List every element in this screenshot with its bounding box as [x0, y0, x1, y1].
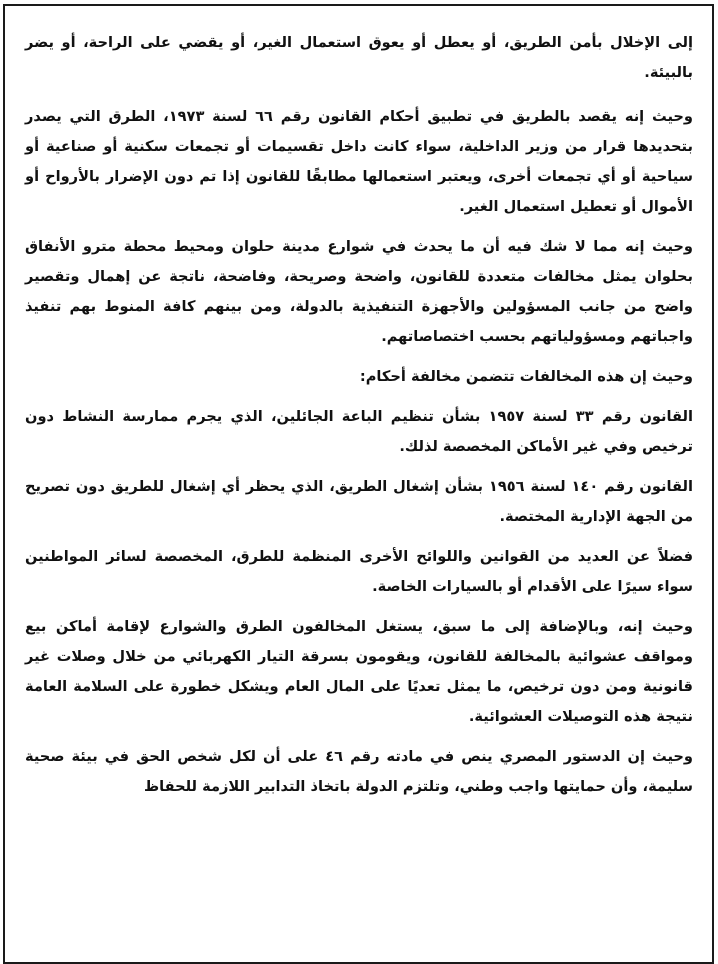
paragraph-law-140-1956: القانون رقم ١٤٠ لسنة ١٩٥٦ بشأن إشغال الطريق، الذي يحظر أي إشغال للطريق دون تصريح من الجهة الإدارية المختصة. [25, 478, 693, 525]
paragraph-violations-intro: وحيث إن هذه المخالفات تتضمن مخالفة أحكام: [359, 368, 693, 385]
paragraph-electricity-theft: وحيث إنه، وبالإضافة إلى ما سبق، يستغل المخالفون الطرق والشوارع لإقامة أماكن بيع ومواقف عشوائية بالمخالفة للقانون، ويقومون بسرقة التيار الكهربائي من خلال وصلات غير قانونية ومن دون ترخيص، ما يمثل تعديًا على المال العام ويشكل خطورة على السلامة العامة نتيجة هذه التوصيلات العشوائية. [25, 618, 693, 725]
document-body [25, 28, 693, 812]
paragraph-road-security: إلى الإخلال بأمن الطريق، أو يعطل أو يعوق استعمال الغير، أو يقضي على الراحة، أو يضر بالبيئة. [25, 34, 693, 81]
document-page [3, 4, 714, 964]
paragraph-other-regulations: فضلاً عن العديد من القوانين واللوائح الأخرى المنظمة للطرق، المخصصة لسائر المواطنين سواء سيرًا على الأقدام أو بالسيارات الخاصة. [25, 548, 693, 595]
paragraph-law-33-1957: القانون رقم ٣٣ لسنة ١٩٥٧ بشأن تنظيم الباعة الجائلين، الذي يجرم ممارسة النشاط دون ترخيص وفي غير الأماكن المخصصة لذلك. [25, 408, 693, 455]
paragraph-constitution-article-46: وحيث إن الدستور المصري ينص في مادته رقم ٤٦ على أن لكل شخص الحق في بيئة صحية سليمة، وأن حمايتها واجب وطني، وتلتزم الدولة باتخاذ التدابير اللازمة للحفاظ [25, 748, 694, 795]
paragraph-road-definition: وحيث إنه يقصد بالطريق في تطبيق أحكام القانون رقم ٦٦ لسنة ١٩٧٣، الطرق التي يصدر بتحديدها قرار من وزير الداخلية، سواء كانت داخل تقسيمات أو تجمعات سكنية أو صناعية أو سياحية أو أي تجمعات أخرى، ويعتبر استعمالها مطابقًا للقانون إذا تم دون الإضرار بالأرواح أو الأموال أو تعطيل استعمال الغير. [25, 108, 693, 215]
paragraph-helwan-violations: وحيث إنه مما لا شك فيه أن ما يحدث في شوارع مدينة حلوان ومحيط محطة مترو الأنفاق بحلوان يمثل مخالفات متعددة للقانون، واضحة وصريحة، وفاضحة، ناتجة عن إهمال وتقصير واضح من جانب المسؤولين والأجهزة التنفيذية بالدولة، ومن بينهم كافة المنوط بهم تنفيذ واجباتهم ومسؤولياتهم بحسب اختصاصاتهم. [25, 238, 693, 345]
